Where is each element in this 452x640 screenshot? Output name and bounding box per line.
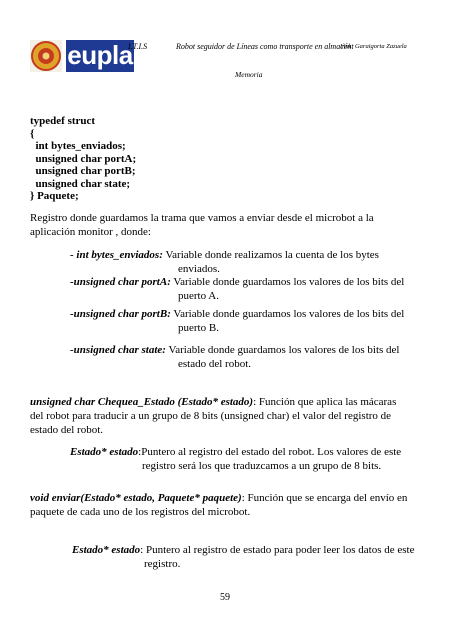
function-signature: void enviar(Estado* estado, Paquete* paquete) (30, 492, 242, 504)
header-project-title: Robot seguidor de Líneas como transporte en almacén: (176, 42, 354, 51)
field-description: Variable donde realizamos la cuenta de los bytes (162, 249, 379, 261)
field-bytes-enviados (70, 249, 379, 263)
param-estado-2 (72, 544, 414, 558)
field-description: Variable donde guardamos los valores de los bits del (170, 308, 405, 320)
field-description-cont: estado del robot. (178, 358, 252, 370)
func-chequea-estado-line-1 (30, 396, 396, 410)
param-description-cont: registro. (144, 558, 181, 570)
param-description: : Puntero al registro de estado para poder leer los datos de este (140, 544, 415, 556)
field-description: Variable donde guardamos los valores de los bits del (165, 344, 400, 356)
eupla-logo (30, 40, 134, 72)
intro-paragraph-line-2: aplicación monitor , donde: (30, 226, 151, 238)
header-course: I.T.I.S (128, 42, 148, 51)
field-name: -unsigned char portA: (70, 276, 171, 288)
field-description-cont: enviados. (178, 263, 220, 275)
page-header (30, 38, 430, 78)
func-chequea-estado-line-3: estado del robot. (30, 424, 104, 436)
field-state (70, 344, 399, 358)
field-description-cont: puerto B. (178, 322, 219, 334)
field-name: -unsigned char portB: (70, 308, 171, 320)
param-description-cont: registro será los que traduzcamos a un grupo de 8 bits. (142, 460, 382, 472)
field-portb (70, 308, 404, 322)
code-block-typedef: typedef struct { int bytes_enviados; unsigned char portA; unsigned char portB; unsigned char state; } Paquete; (30, 115, 137, 202)
logo-wordmark: eupla (67, 40, 133, 70)
intro-paragraph-line-1: Registro donde guardamos la trama que vamos a enviar desde el microbot a la (30, 212, 374, 224)
function-description: : Función que se encarga del envío en (241, 492, 408, 504)
field-name: - int bytes_enviados: (70, 249, 163, 261)
param-name: Estado* estado (72, 544, 141, 556)
param-description: :Puntero al registro del estado del robot. Los valores de este (138, 446, 402, 458)
header-author: Iñaki Garaigorta Zazuela (340, 43, 407, 50)
func-enviar-line-1 (30, 492, 407, 506)
func-enviar-line-2: paquete de cada uno de los registros del microbot. (30, 506, 251, 518)
param-estado-1 (70, 446, 401, 460)
function-signature: unsigned char Chequea_Estado (Estado* estado) (30, 396, 254, 408)
page-number: 59 (220, 592, 230, 603)
field-description: Variable donde guardamos los valores de los bits del (170, 276, 405, 288)
func-chequea-estado-line-2: del robot para traducir a un grupo de 8 bits (unsigned char) el valor del registro de (30, 410, 392, 422)
field-description-cont: puerto A. (178, 290, 219, 302)
field-name: -unsigned char state: (70, 344, 166, 356)
param-name: Estado* estado (70, 446, 139, 458)
header-section: Memoria (235, 70, 263, 79)
field-porta (70, 276, 404, 290)
function-description: : Función que aplica las mácaras (253, 396, 397, 408)
university-seal-icon (30, 40, 62, 72)
